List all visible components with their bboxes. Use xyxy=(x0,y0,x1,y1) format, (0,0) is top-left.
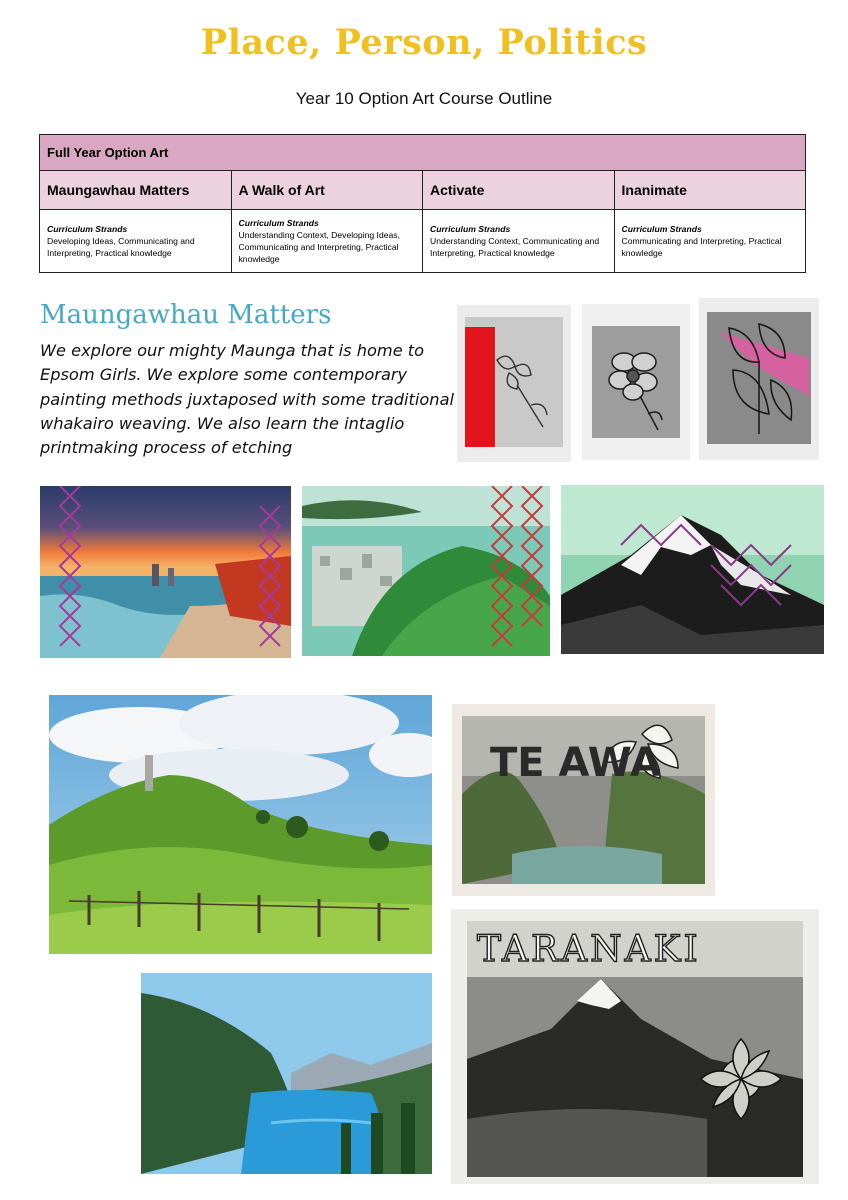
taranaki-text: TARANAKI xyxy=(477,929,701,970)
strands-label: Curriculum Strands xyxy=(430,224,511,234)
page-subtitle: Year 10 Option Art Course Outline xyxy=(295,89,553,108)
unit-strands-cell xyxy=(231,210,423,273)
table-units-row xyxy=(40,171,806,210)
strands-text: Understanding Context, Developing Ideas, Communicating and Interpreting, Practical knowledge xyxy=(238,230,400,264)
strands-label: Curriculum Strands xyxy=(621,224,702,234)
unit-strands-cell xyxy=(40,210,232,273)
unit-name: Activate xyxy=(423,171,615,210)
section-description: We explore our mighty Maunga that is home to Epsom Girls. We explore some contemporary painting methods juxtaposed with some traditional whakairo weaving. We also learn the intaglio printmaking process of etching xyxy=(40,341,454,458)
table-header-row xyxy=(40,135,806,171)
section-heading: Maungawhau Matters xyxy=(40,300,332,330)
etching-print-red-flower xyxy=(457,305,571,462)
etching-print-te-awa xyxy=(452,704,715,896)
strands-text: Developing Ideas, Communicating and Interpreting, Practical knowledge xyxy=(47,236,195,258)
page-title: Place, Person, Politics xyxy=(200,22,648,63)
te-awa-text: TE AWA xyxy=(490,740,661,786)
table-heading: Full Year Option Art xyxy=(40,135,806,171)
unit-name: A Walk of Art xyxy=(231,171,423,210)
painting-lake-valley xyxy=(141,973,432,1174)
unit-strands-cell xyxy=(614,210,806,273)
strands-text: Communicating and Interpreting, Practical knowledge xyxy=(621,236,782,258)
etching-print-flower xyxy=(582,304,690,460)
strands-text: Understanding Context, Communicating and Interpreting, Practical knowledge xyxy=(430,236,600,258)
painting-snowy-mountain-weaving xyxy=(561,485,824,654)
course-outline-table xyxy=(39,134,806,273)
unit-name: Maungawhau Matters xyxy=(40,171,232,210)
etching-print-pink-leaves xyxy=(699,298,819,460)
strands-label: Curriculum Strands xyxy=(238,218,319,228)
painting-coastal-sunset-weaving xyxy=(40,486,291,658)
etching-print-taranaki xyxy=(451,909,819,1184)
painting-green-hill-weaving xyxy=(302,486,550,656)
table-strands-row xyxy=(40,210,806,273)
painting-maungawhau-hill-obelisk xyxy=(49,695,432,954)
strands-label: Curriculum Strands xyxy=(47,224,128,234)
unit-strands-cell xyxy=(423,210,615,273)
unit-name: Inanimate xyxy=(614,171,806,210)
